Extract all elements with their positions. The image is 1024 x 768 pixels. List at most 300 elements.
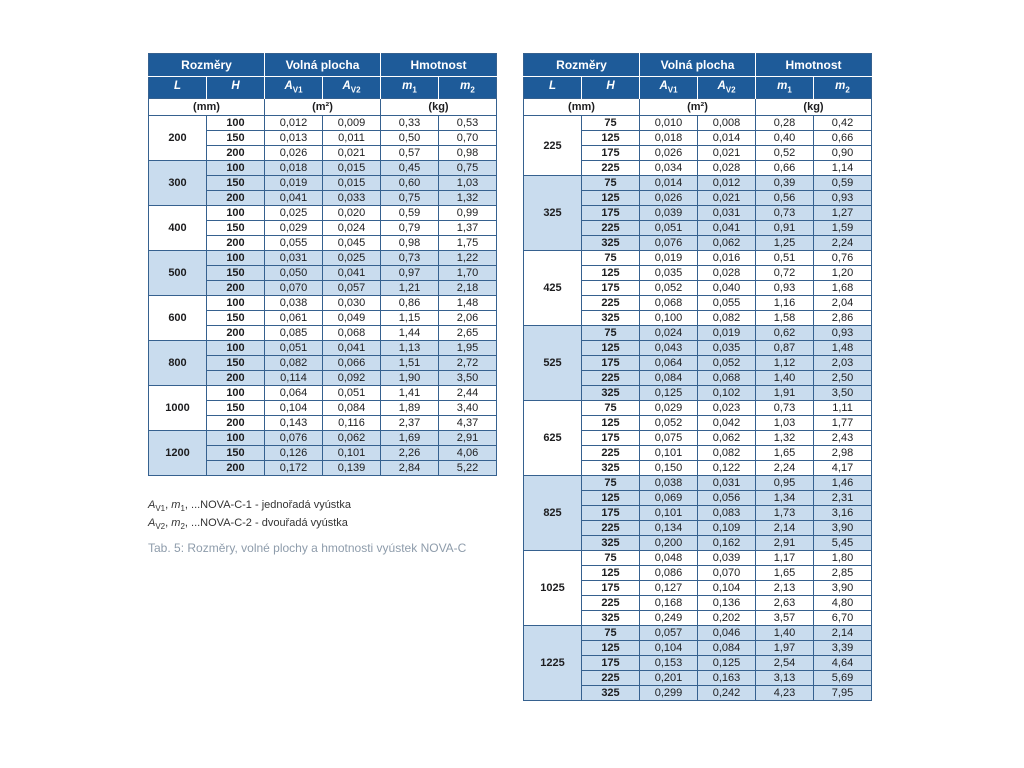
height-value-cell: 325 (582, 536, 640, 551)
height-value-cell: 150 (207, 311, 265, 326)
data-value-cell: 0,062 (698, 236, 756, 251)
data-value-cell: 0,034 (640, 161, 698, 176)
data-value-cell: 0,40 (756, 131, 814, 146)
data-value-cell: 0,012 (265, 116, 323, 131)
data-value-cell: 0,062 (698, 431, 756, 446)
data-value-cell: 0,031 (698, 476, 756, 491)
data-value-cell: 0,122 (698, 461, 756, 476)
data-value-cell: 0,069 (640, 491, 698, 506)
data-value-cell: 0,018 (265, 161, 323, 176)
height-value-cell: 150 (207, 176, 265, 191)
data-value-cell: 0,014 (698, 131, 756, 146)
data-value-cell: 0,150 (640, 461, 698, 476)
data-value-cell: 0,91 (756, 221, 814, 236)
data-value-cell: 0,125 (640, 386, 698, 401)
header-group-row (524, 54, 872, 77)
data-value-cell: 0,75 (439, 161, 497, 176)
height-value-cell: 325 (582, 311, 640, 326)
table-caption: Tab. 5: Rozměry, volné plochy a hmotnosti vyústek NOVA-C (148, 541, 467, 555)
data-value-cell: 2,14 (814, 626, 872, 641)
data-value-cell: 0,100 (640, 311, 698, 326)
height-value-cell: 225 (582, 221, 640, 236)
table-row (524, 626, 872, 641)
table-row (149, 116, 497, 131)
data-value-cell: 2,24 (814, 236, 872, 251)
data-value-cell: 0,039 (640, 206, 698, 221)
col-header-m2: $m_2$ (439, 77, 497, 99)
data-value-cell: 0,127 (640, 581, 698, 596)
footnote-1: $A_{V1}$, $m_1$, ...NOVA-C-1 - jednořadá vyústka (148, 499, 351, 514)
height-value-cell: 100 (207, 161, 265, 176)
data-value-cell: 0,90 (814, 146, 872, 161)
data-value-cell: 0,055 (265, 236, 323, 251)
height-value-cell: 175 (582, 506, 640, 521)
data-value-cell: 1,69 (381, 431, 439, 446)
height-value-cell: 100 (207, 206, 265, 221)
length-value-cell: 225 (524, 116, 582, 176)
data-value-cell: 0,95 (756, 476, 814, 491)
data-value-cell: 0,86 (381, 296, 439, 311)
height-value-cell: 150 (207, 356, 265, 371)
data-value-cell: 0,083 (698, 506, 756, 521)
data-value-cell: 0,114 (265, 371, 323, 386)
data-value-cell: 0,026 (640, 146, 698, 161)
data-value-cell: 1,25 (756, 236, 814, 251)
data-value-cell: 1,40 (756, 371, 814, 386)
data-value-cell: 4,23 (756, 686, 814, 701)
data-value-cell: 0,101 (640, 446, 698, 461)
data-value-cell: 0,076 (265, 431, 323, 446)
col-header-h: H (207, 77, 265, 99)
height-value-cell: 75 (582, 626, 640, 641)
data-value-cell: 0,249 (640, 611, 698, 626)
data-value-cell: 3,90 (814, 581, 872, 596)
height-value-cell: 75 (582, 476, 640, 491)
unit-mm: (mm) (149, 99, 265, 116)
data-value-cell: 1,22 (439, 251, 497, 266)
data-value-cell: 0,015 (323, 161, 381, 176)
length-value-cell: 1025 (524, 551, 582, 626)
data-value-cell: 0,93 (756, 281, 814, 296)
data-value-cell: 4,37 (439, 416, 497, 431)
data-value-cell: 0,030 (323, 296, 381, 311)
data-value-cell: 3,50 (439, 371, 497, 386)
height-value-cell: 100 (207, 251, 265, 266)
data-value-cell: 1,14 (814, 161, 872, 176)
data-value-cell: 0,70 (439, 131, 497, 146)
data-value-cell: 0,153 (640, 656, 698, 671)
data-value-cell: 0,010 (640, 116, 698, 131)
height-value-cell: 325 (582, 236, 640, 251)
height-value-cell: 150 (207, 221, 265, 236)
data-value-cell: 1,37 (439, 221, 497, 236)
data-value-cell: 4,06 (439, 446, 497, 461)
data-value-cell: 0,242 (698, 686, 756, 701)
height-value-cell: 225 (582, 161, 640, 176)
height-value-cell: 325 (582, 386, 640, 401)
data-value-cell: 0,076 (640, 236, 698, 251)
footnote-2: $A_{V2}$, $m_2$, ...NOVA-C-2 - dvouřadá vyústka (148, 517, 348, 532)
data-value-cell: 1,46 (814, 476, 872, 491)
data-value-cell: 0,99 (439, 206, 497, 221)
data-value-cell: 5,22 (439, 461, 497, 476)
unit-m2: (m²) (265, 99, 381, 116)
data-value-cell: 4,80 (814, 596, 872, 611)
data-value-cell: 1,48 (814, 341, 872, 356)
data-value-cell: 0,28 (756, 116, 814, 131)
data-value-cell: 1,03 (439, 176, 497, 191)
data-value-cell: 0,62 (756, 326, 814, 341)
height-value-cell: 225 (582, 671, 640, 686)
data-value-cell: 1,77 (814, 416, 872, 431)
data-value-cell: 0,98 (439, 146, 497, 161)
data-value-cell: 2,72 (439, 356, 497, 371)
data-value-cell: 0,134 (640, 521, 698, 536)
data-value-cell: 0,013 (265, 131, 323, 146)
length-value-cell: 525 (524, 326, 582, 401)
data-value-cell: 0,028 (698, 161, 756, 176)
data-value-cell: 0,049 (323, 311, 381, 326)
data-value-cell: 0,53 (439, 116, 497, 131)
data-value-cell: 0,126 (265, 446, 323, 461)
data-value-cell: 2,13 (756, 581, 814, 596)
table-header (524, 54, 872, 116)
data-value-cell: 0,101 (640, 506, 698, 521)
data-value-cell: 0,104 (698, 581, 756, 596)
height-value-cell: 325 (582, 461, 640, 476)
data-value-cell: 0,051 (323, 386, 381, 401)
data-value-cell: 0,048 (640, 551, 698, 566)
data-value-cell: 1,03 (756, 416, 814, 431)
data-value-cell: 1,73 (756, 506, 814, 521)
data-value-cell: 0,029 (265, 221, 323, 236)
height-value-cell: 175 (582, 656, 640, 671)
height-value-cell: 200 (207, 371, 265, 386)
length-value-cell: 500 (149, 251, 207, 296)
header-symbol-row (149, 77, 497, 99)
data-value-cell: 1,68 (814, 281, 872, 296)
height-value-cell: 125 (582, 266, 640, 281)
data-value-cell: 2,84 (381, 461, 439, 476)
data-value-cell: 0,021 (323, 146, 381, 161)
data-value-cell: 2,65 (439, 326, 497, 341)
data-value-cell: 0,012 (698, 176, 756, 191)
height-value-cell: 100 (207, 386, 265, 401)
data-value-cell: 0,041 (698, 221, 756, 236)
table-row (149, 161, 497, 176)
data-value-cell: 0,39 (756, 176, 814, 191)
length-value-cell: 625 (524, 401, 582, 476)
data-value-cell: 0,040 (698, 281, 756, 296)
header-group-row (149, 54, 497, 77)
data-value-cell: 1,40 (756, 626, 814, 641)
height-value-cell: 150 (207, 266, 265, 281)
data-value-cell: 1,51 (381, 356, 439, 371)
data-value-cell: 0,056 (698, 491, 756, 506)
data-value-cell: 1,65 (756, 446, 814, 461)
data-value-cell: 4,17 (814, 461, 872, 476)
data-value-cell: 0,041 (323, 266, 381, 281)
height-value-cell: 200 (207, 191, 265, 206)
data-value-cell: 1,95 (439, 341, 497, 356)
col-header-l: L (524, 77, 582, 99)
data-value-cell: 0,082 (265, 356, 323, 371)
data-value-cell: 2,91 (756, 536, 814, 551)
height-value-cell: 200 (207, 416, 265, 431)
length-value-cell: 825 (524, 476, 582, 551)
data-value-cell: 1,11 (814, 401, 872, 416)
data-value-cell: 0,52 (756, 146, 814, 161)
data-value-cell: 2,54 (756, 656, 814, 671)
data-value-cell: 0,039 (698, 551, 756, 566)
data-value-cell: 0,016 (698, 251, 756, 266)
data-value-cell: 3,50 (814, 386, 872, 401)
data-value-cell: 0,57 (381, 146, 439, 161)
data-value-cell: 0,064 (265, 386, 323, 401)
data-value-cell: 0,45 (381, 161, 439, 176)
unit-m2: (m²) (640, 99, 756, 116)
data-value-cell: 0,116 (323, 416, 381, 431)
data-value-cell: 0,046 (698, 626, 756, 641)
length-value-cell: 300 (149, 161, 207, 206)
dimensions-table-left (148, 53, 497, 476)
table-row (524, 476, 872, 491)
data-value-cell: 2,03 (814, 356, 872, 371)
unit-kg: (kg) (756, 99, 872, 116)
table-row (524, 176, 872, 191)
data-value-cell: 0,172 (265, 461, 323, 476)
table-body (524, 116, 872, 701)
data-value-cell: 0,143 (265, 416, 323, 431)
length-value-cell: 1225 (524, 626, 582, 701)
table-row (149, 386, 497, 401)
col-header-m2: $m_2$ (814, 77, 872, 99)
data-value-cell: 0,021 (698, 146, 756, 161)
data-value-cell: 0,062 (323, 431, 381, 446)
col-group-dimensions: Rozměry (524, 54, 640, 77)
table-row (149, 341, 497, 356)
header-symbol-row (524, 77, 872, 99)
data-value-cell: 0,051 (265, 341, 323, 356)
data-value-cell: 7,95 (814, 686, 872, 701)
data-value-cell: 0,98 (381, 236, 439, 251)
height-value-cell: 75 (582, 116, 640, 131)
data-value-cell: 0,028 (698, 266, 756, 281)
header-units-row (524, 99, 872, 116)
data-value-cell: 1,80 (814, 551, 872, 566)
footnotes (148, 498, 351, 534)
height-value-cell: 100 (207, 296, 265, 311)
table-row (524, 251, 872, 266)
data-value-cell: 0,023 (698, 401, 756, 416)
data-value-cell: 0,086 (640, 566, 698, 581)
data-value-cell: 1,16 (756, 296, 814, 311)
data-value-cell: 0,109 (698, 521, 756, 536)
data-value-cell: 0,56 (756, 191, 814, 206)
data-value-cell: 1,27 (814, 206, 872, 221)
data-value-cell: 0,021 (698, 191, 756, 206)
data-value-cell: 6,70 (814, 611, 872, 626)
data-value-cell: 0,075 (640, 431, 698, 446)
col-group-dimensions: Rozměry (149, 54, 265, 77)
data-value-cell: 0,42 (814, 116, 872, 131)
data-value-cell: 0,082 (698, 446, 756, 461)
data-value-cell: 0,064 (640, 356, 698, 371)
data-value-cell: 0,024 (640, 326, 698, 341)
data-value-cell: 0,025 (265, 206, 323, 221)
height-value-cell: 100 (207, 431, 265, 446)
length-value-cell: 425 (524, 251, 582, 326)
height-value-cell: 175 (582, 206, 640, 221)
table-row (524, 551, 872, 566)
data-value-cell: 1,70 (439, 266, 497, 281)
height-value-cell: 125 (582, 191, 640, 206)
data-value-cell: 3,57 (756, 611, 814, 626)
height-value-cell: 100 (207, 116, 265, 131)
data-value-cell: 2,86 (814, 311, 872, 326)
data-value-cell: 0,042 (698, 416, 756, 431)
data-value-cell: 0,299 (640, 686, 698, 701)
header-units-row (149, 99, 497, 116)
data-value-cell: 0,72 (756, 266, 814, 281)
length-value-cell: 600 (149, 296, 207, 341)
height-value-cell: 225 (582, 596, 640, 611)
data-value-cell: 1,75 (439, 236, 497, 251)
height-value-cell: 125 (582, 491, 640, 506)
data-value-cell: 0,019 (698, 326, 756, 341)
data-value-cell: 3,13 (756, 671, 814, 686)
data-value-cell: 0,051 (640, 221, 698, 236)
height-value-cell: 75 (582, 176, 640, 191)
col-header-l: L (149, 77, 207, 99)
data-value-cell: 0,085 (265, 326, 323, 341)
data-value-cell: 0,070 (698, 566, 756, 581)
col-header-av2: $A_{V2}$ (323, 77, 381, 99)
data-value-cell: 1,34 (756, 491, 814, 506)
data-value-cell: 0,50 (381, 131, 439, 146)
length-value-cell: 400 (149, 206, 207, 251)
height-value-cell: 200 (207, 236, 265, 251)
data-value-cell: 0,066 (323, 356, 381, 371)
data-value-cell: 0,011 (323, 131, 381, 146)
data-value-cell: 0,025 (323, 251, 381, 266)
height-value-cell: 125 (582, 416, 640, 431)
height-value-cell: 100 (207, 341, 265, 356)
data-value-cell: 1,17 (756, 551, 814, 566)
data-value-cell: 1,21 (381, 281, 439, 296)
col-header-av1: $A_{V1}$ (265, 77, 323, 99)
data-value-cell: 1,65 (756, 566, 814, 581)
data-value-cell: 2,50 (814, 371, 872, 386)
data-value-cell: 1,91 (756, 386, 814, 401)
data-value-cell: 0,139 (323, 461, 381, 476)
data-value-cell: 0,102 (698, 386, 756, 401)
length-value-cell: 1200 (149, 431, 207, 476)
data-value-cell: 1,58 (756, 311, 814, 326)
data-value-cell: 3,40 (439, 401, 497, 416)
data-value-cell: 0,033 (323, 191, 381, 206)
data-value-cell: 0,76 (814, 251, 872, 266)
data-value-cell: 0,79 (381, 221, 439, 236)
data-value-cell: 0,070 (265, 281, 323, 296)
data-value-cell: 1,12 (756, 356, 814, 371)
data-value-cell: 2,14 (756, 521, 814, 536)
data-value-cell: 0,057 (323, 281, 381, 296)
data-value-cell: 0,068 (640, 296, 698, 311)
data-value-cell: 0,084 (640, 371, 698, 386)
data-value-cell: 1,48 (439, 296, 497, 311)
data-value-cell: 0,019 (640, 251, 698, 266)
data-value-cell: 0,029 (640, 401, 698, 416)
unit-kg: (kg) (381, 99, 497, 116)
height-value-cell: 125 (582, 131, 640, 146)
data-value-cell: 0,035 (698, 341, 756, 356)
data-value-cell: 1,41 (381, 386, 439, 401)
height-value-cell: 175 (582, 581, 640, 596)
data-value-cell: 0,33 (381, 116, 439, 131)
data-value-cell: 0,084 (698, 641, 756, 656)
data-value-cell: 0,93 (814, 191, 872, 206)
data-value-cell: 2,31 (814, 491, 872, 506)
height-value-cell: 150 (207, 401, 265, 416)
data-value-cell: 0,050 (265, 266, 323, 281)
data-value-cell: 0,052 (698, 356, 756, 371)
height-value-cell: 225 (582, 446, 640, 461)
height-value-cell: 325 (582, 611, 640, 626)
data-value-cell: 0,038 (265, 296, 323, 311)
data-value-cell: 0,66 (814, 131, 872, 146)
unit-mm: (mm) (524, 99, 640, 116)
table-row (149, 206, 497, 221)
height-value-cell: 200 (207, 146, 265, 161)
height-value-cell: 175 (582, 356, 640, 371)
data-value-cell: 0,043 (640, 341, 698, 356)
data-value-cell: 2,37 (381, 416, 439, 431)
height-value-cell: 125 (582, 566, 640, 581)
data-value-cell: 2,44 (439, 386, 497, 401)
data-value-cell: 0,041 (323, 341, 381, 356)
table-row (524, 116, 872, 131)
data-value-cell: 0,60 (381, 176, 439, 191)
col-header-m1: $m_1$ (381, 77, 439, 99)
data-value-cell: 1,32 (439, 191, 497, 206)
data-value-cell: 0,66 (756, 161, 814, 176)
data-value-cell: 0,031 (698, 206, 756, 221)
col-group-weight: Hmotnost (756, 54, 872, 77)
data-value-cell: 0,136 (698, 596, 756, 611)
data-value-cell: 0,104 (265, 401, 323, 416)
data-value-cell: 0,068 (323, 326, 381, 341)
height-value-cell: 225 (582, 521, 640, 536)
data-value-cell: 1,97 (756, 641, 814, 656)
data-value-cell: 2,06 (439, 311, 497, 326)
data-value-cell: 0,026 (640, 191, 698, 206)
data-value-cell: 0,202 (698, 611, 756, 626)
data-value-cell: 0,024 (323, 221, 381, 236)
height-value-cell: 75 (582, 326, 640, 341)
data-value-cell: 0,068 (698, 371, 756, 386)
length-value-cell: 1000 (149, 386, 207, 431)
data-value-cell: 0,020 (323, 206, 381, 221)
height-value-cell: 150 (207, 131, 265, 146)
col-header-av1: $A_{V1}$ (640, 77, 698, 99)
data-value-cell: 0,008 (698, 116, 756, 131)
data-value-cell: 0,93 (814, 326, 872, 341)
height-value-cell: 200 (207, 326, 265, 341)
data-value-cell: 0,038 (640, 476, 698, 491)
table-row (149, 431, 497, 446)
height-value-cell: 175 (582, 281, 640, 296)
